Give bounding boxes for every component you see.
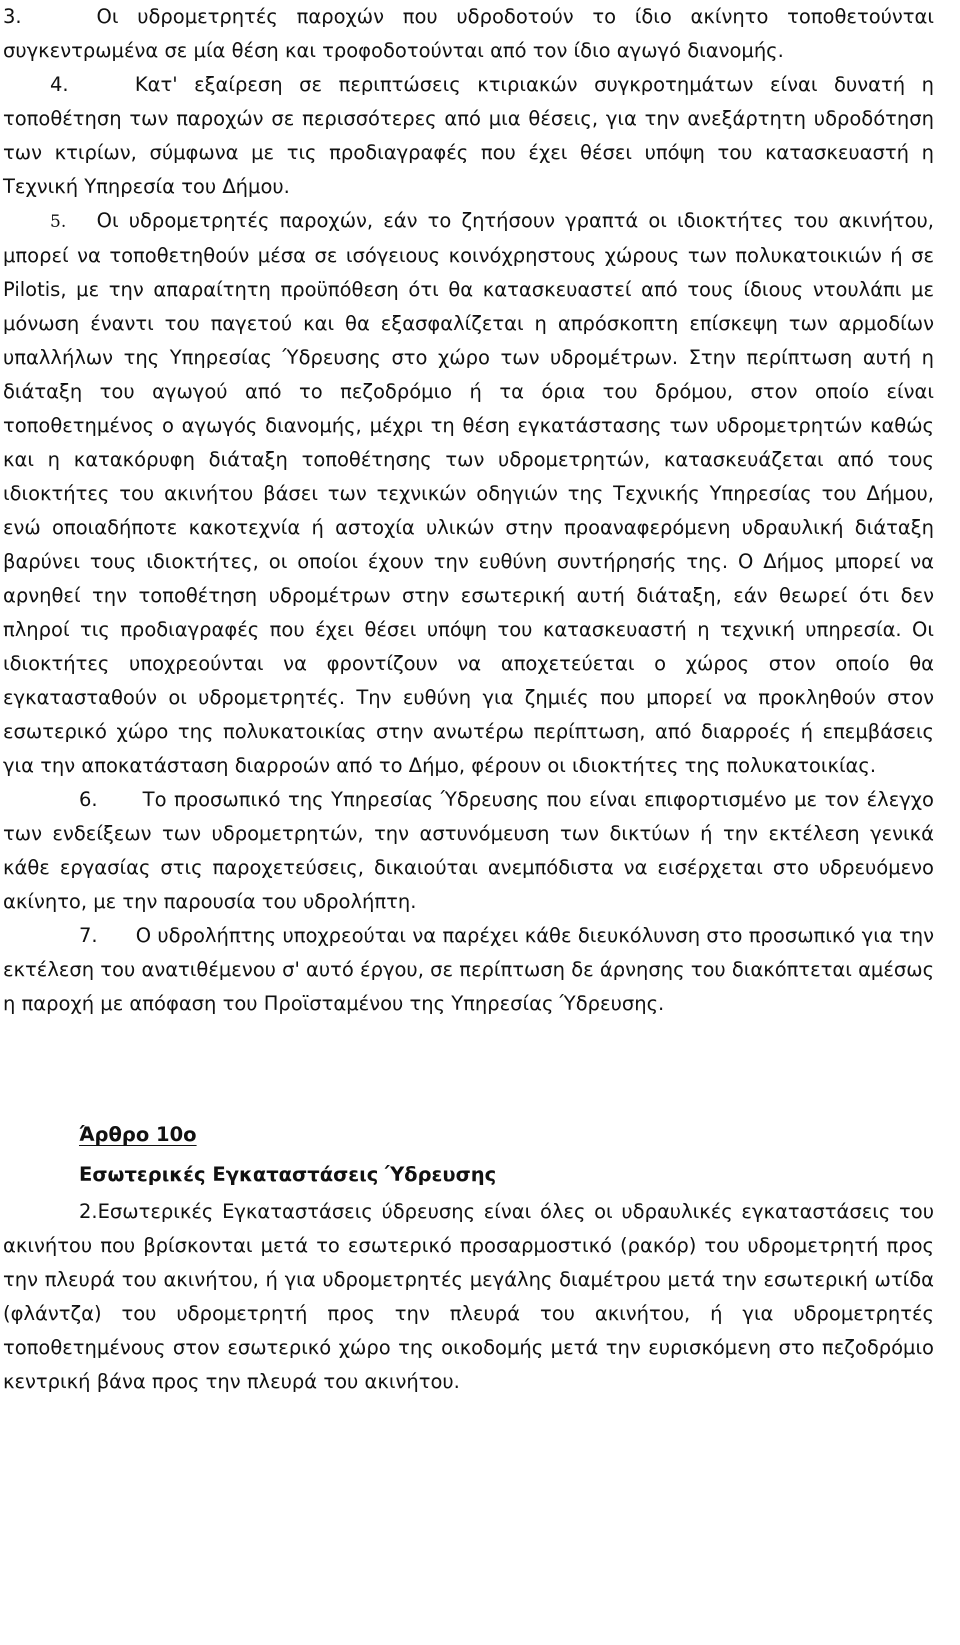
article-paragraph-2 [3, 1195, 934, 1399]
paragraph-number: 7. [79, 924, 98, 947]
article-title: Άρθρο 10ο [79, 1123, 197, 1146]
paragraph-number: 4. [50, 73, 69, 96]
paragraph-text: Κατ' εξαίρεση σε περιπτώσεις κτιριακών συγκροτημάτων είναι δυνατή η τοποθέτηση των παροχών σε περισσότερες από μια θέσεις, για την ανεξάρτητη υδροδότηση των κτιρίων, σύμφωνα με τις προδιαγραφές που έχει θέσει υπόψη του κατασκευαστή η Τεχνική Υπηρεσία του Δήμου. [3, 73, 934, 198]
article-subtitle: Εσωτερικές Εγκαταστάσεις Ύδρευσης [79, 1163, 497, 1186]
paragraph-number: 2. [79, 1200, 98, 1223]
paragraph-number: 5. [50, 212, 67, 232]
paragraph-text: Ο υδρολήπτης υποχρεούται να παρέχει κάθε διευκόλυνση στο προσωπικό για την εκτέλεση του ανατιθέμενου σ' αυτό έργου, σε περίπτωση δε άρνησης του διακόπτεται αμέσως η παροχή με απόφαση του Προϊσταμένου της Υπηρεσίας Ύδρευσης. [3, 924, 935, 1015]
section-spacer [3, 1021, 934, 1114]
paragraph-number: 6. [79, 788, 98, 811]
paragraph-6 [3, 783, 934, 919]
paragraph-text: Οι υδρομετρητές παροχών που υδροδοτούν το ίδιο ακίνητο τοποθετούνται συγκεντρωμένα σε μία θέση και τροφοδοτούνται από τον ίδιο αγωγό διανομής. [3, 5, 934, 62]
paragraph-7 [3, 919, 934, 1021]
paragraph-text: Εσωτερικές Εγκαταστάσεις ύδρευσης είναι όλες οι υδραυλικές εγκαταστάσεις του ακινήτου που βρίσκονται μετά το εσωτερικό προσαρμοστικό (ρακόρ) του υδρομετρητή προς την πλευρά του ακινήτου, ή για υδρομετρητές μεγάλης διαμέτρου μετά την εσωτερική ωτίδα (φλάντζα) του υδρομετρητή προς την πλευρά του ακινήτου, ή για υδρομετρητές τοποθετημένους στον εσωτερικό χώρο της οικοδομής μετά την ευρισκόμενη στο πεζοδρόμιο κεντρική βάνα προς την πλευρά του ακινήτου. [3, 1200, 934, 1393]
paragraph-3 [3, 0, 934, 68]
paragraph-4 [3, 68, 934, 204]
paragraph-text: Το προσωπικό της Υπηρεσίας Ύδρευσης που είναι επιφορτισμένο με τον έλεγχο των ενδείξεων των υδρομετρητών, την αστυνόμευση των δικτύων ή την εκτέλεση γενικά κάθε εργασίας στις παροχετεύσεις, δικαιούται ανεμπόδιστα να εισέρχεται στο υδρευόμενο ακίνητο, με την παρουσία του υδρολήπτη. [3, 788, 934, 913]
paragraph-text: Οι υδρομετρητές παροχών, εάν το ζητήσουν γραπτά οι ιδιοκτήτες του ακινήτου, μπορεί να τοποθετηθούν μέσα σε ισόγειους κοινόχρηστους χώρους των πολυκατοικιών ή σε Pilotis, με την απαραίτητη προϋπόθεση ότι θα κατασκευαστεί από τους ίδιους ντουλάπι με μόνωση έναντι του παγετού και θα εξασφαλίζεται η απρόσκοπτη επίσκεψη των αρμοδίων υπαλλήλων της Υπηρεσίας Ύδρευσης στο χώρο των υδρομέτρων. Στην περίπτωση αυτή η διάταξη του αγωγού από το πεζοδρόμιο ή τα όρια του δρόμου, στον οποίο είναι τοποθετημένος ο αγωγός διανομής, μέχρι τη θέση εγκατάστασης των υδρομετρητών καθώς και η κατακόρυφη διάταξη τοποθέτησης των υδρομετρητών, κατασκευάζεται από τους ιδιοκτήτες του ακινήτου βάσει των τεχνικών οδηγιών της Τεχνικής Υπηρεσίας του Δήμου, ενώ οποιαδήποτε κακοτεχνία ή αστοχία υλικών στην προαναφερόμενη υδραυλική διάταξη βαρύνει τους ιδιοκτήτες, οι οποίοι έχουν την ευθύνη συντήρησής της. Ο Δήμος μπορεί να αρνηθεί την τοποθέτηση υδρομέτρων στην εσωτερική αυτή διάταξη, εάν θεωρεί ότι δεν πληροί τις προδιαγραφές που έχει θέσει υπόψη του κατασκευαστή η τεχνική υπηρεσία. Οι ιδιοκτήτες υποχρεούνται να φροντίζουν να αποχετεύεται ο χώρος στον οποίο θα εγκατασταθούν οι υδρομετρητές. Την ευθύνη για ζημιές που μπορεί να προκληθούν στον εσωτερικό χώρο της πολυκατοικίας στην ανωτέρω περίπτωση, από διαρροές ή επεμβάσεις για την αποκατάσταση διαρροών από το Δήμο, φέρουν οι ιδιοκτήτες της πολυκατοικίας. [3, 209, 934, 777]
paragraph-number: 3. [3, 5, 22, 28]
paragraph-5 [3, 204, 934, 783]
